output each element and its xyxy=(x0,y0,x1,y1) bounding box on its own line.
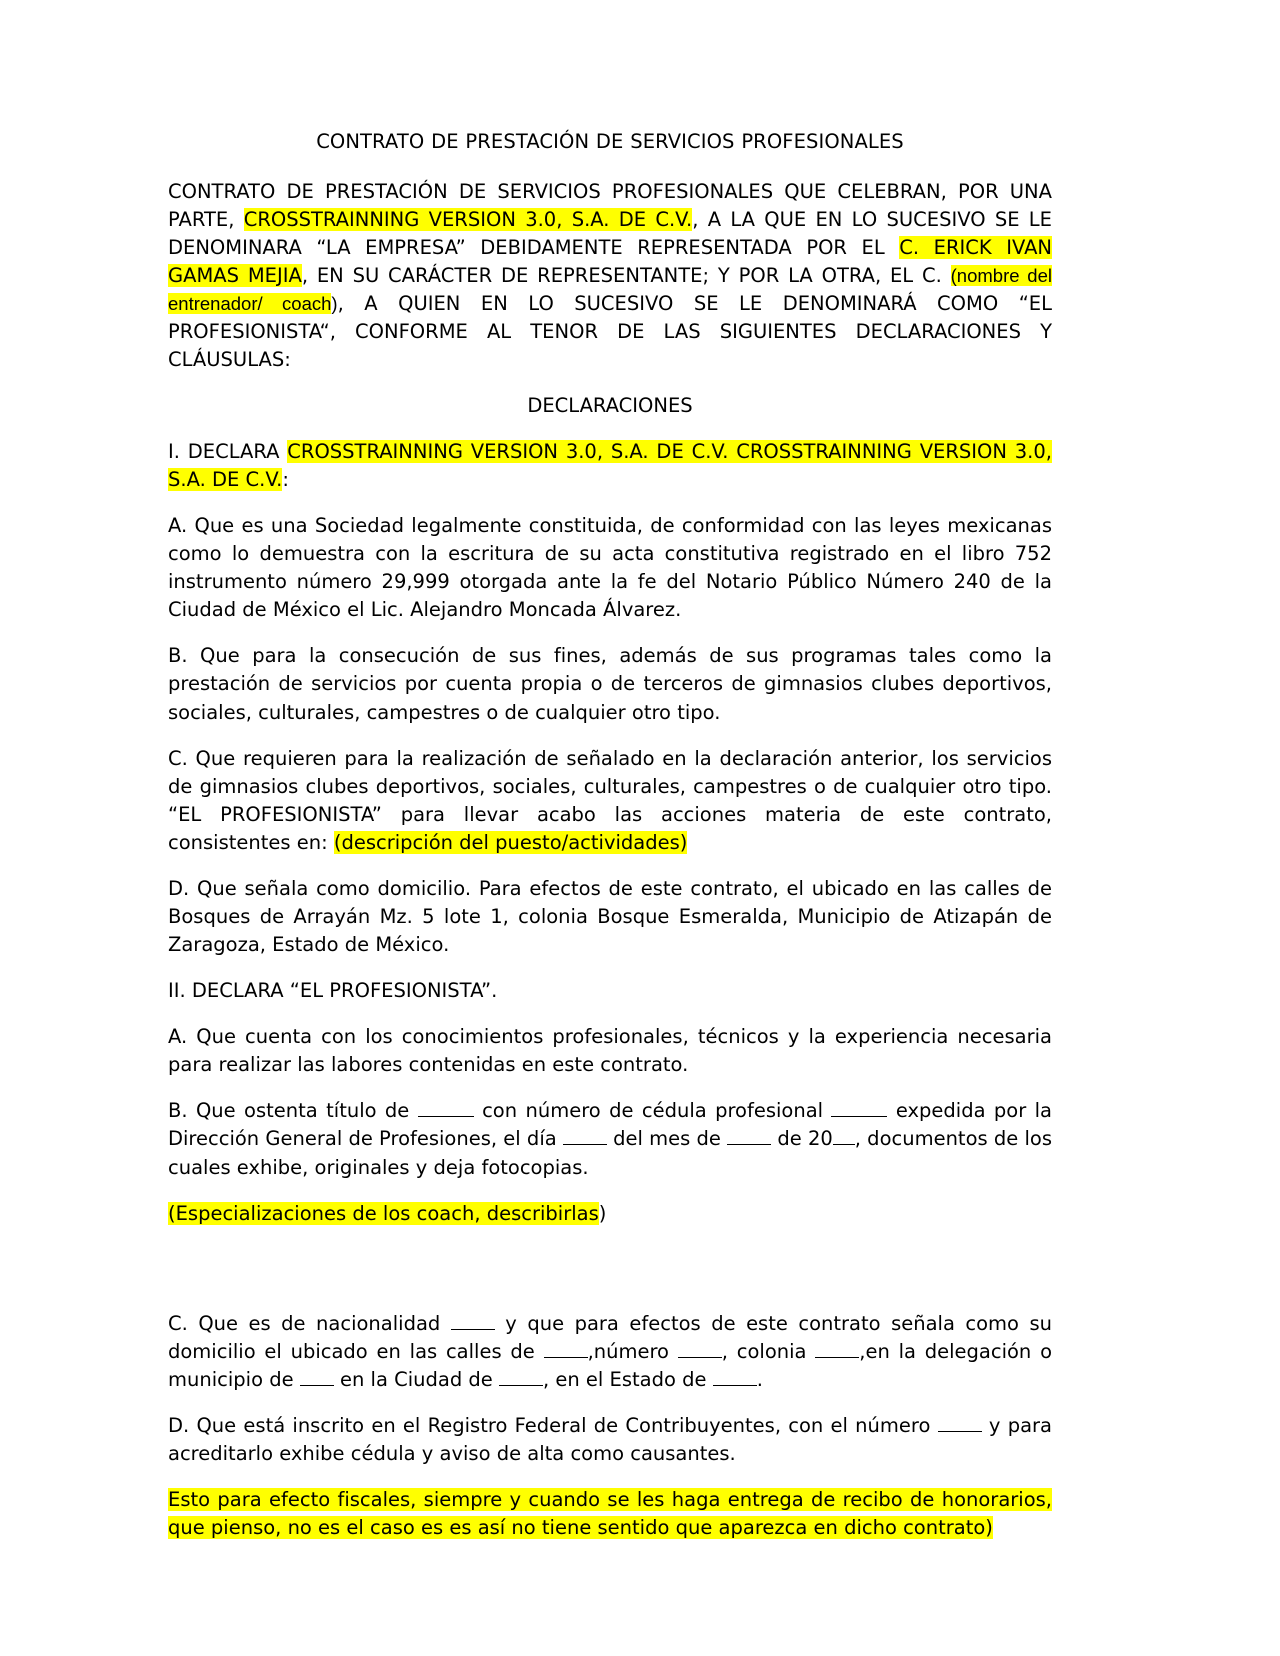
clause-I-D: D. Que señala como domicilio. Para efectos de este contrato, el ubicado en las calles de Bosques de Arrayán Mz. 5 lote 1, colonia Bosque Esmeralda, Municipio de Atizapán de Zaragoza, Estado de México. xyxy=(168,876,1052,957)
clause-II-C-s3: ,número xyxy=(587,1339,678,1363)
puesto-placeholder-highlight: (descripción del puesto/actividades) xyxy=(333,830,688,854)
clause-II-B-s5: de 20 xyxy=(771,1127,833,1151)
specializations-note xyxy=(168,1200,1052,1228)
intro-text-part-1: CONTRATO DE PRESTACIÓN DE SERVICIOS PROFESIONALES QUE CELEBRAN, POR UNA PARTE, xyxy=(168,179,1052,231)
intro-text-part-5: , A QUIEN EN LO SUCESIVO SE LE DENOMINARÁ COMO “EL PROFESIONISTA“, CONFORME AL TENOR DE LAS SIGUIENTES DECLARACIONES Y CLÁUSULAS: xyxy=(168,292,1052,372)
clause-II-A: A. Que cuenta con los conocimientos profesionales, técnicos y la experiencia necesaria para realizar las labores contenidas en este contrato. xyxy=(168,1025,1052,1077)
page-title: CONTRATO DE PRESTACIÓN DE SERVICIOS PROFESIONALES xyxy=(316,130,904,153)
clause-II-C-s2: y que para efectos de este contrato señala como su domicilio el ubicado en las calles de xyxy=(168,1311,1052,1363)
clause-II-C-s6: en la Ciudad de xyxy=(333,1367,499,1391)
clause-II-C-s5: ,en la delegación o municipio de xyxy=(168,1339,1053,1391)
titulo-blank[interactable] xyxy=(418,1116,474,1117)
representative-name-highlight: C. ERICK IVAN GAMAS MEJIA xyxy=(168,235,1052,287)
calle-blank[interactable] xyxy=(544,1357,588,1358)
rfc-blank[interactable] xyxy=(938,1431,982,1432)
company-name-highlight: CROSSTRAINNING VERSION 3.0, S.A. DE C.V. xyxy=(243,207,693,231)
intro-text-part-3: , EN SU CARÁCTER DE REPRESENTANTE; Y POR LA OTRA, EL C. xyxy=(301,263,951,287)
fiscal-note xyxy=(168,1486,1052,1542)
specializations-highlight: (Especializaciones de los coach, describirlas xyxy=(168,1201,599,1225)
municipio-blank[interactable] xyxy=(300,1385,334,1386)
clause-II-D-s1: D. Que está inscrito en el Registro Federal de Contribuyentes, con el número xyxy=(168,1413,938,1437)
clause-I-C-lead: C. Que requieren para la realización de señalado en la declaración anterior, los servicios de gimnasios clubes deportivos, sociales, culturales, campestres o de cualquier otro tipo. “EL PROFESIONISTA” para llevar acabo las acciones materia de este contrato, consistentes en: xyxy=(168,746,1052,854)
declaration-two-heading: II. DECLARA “EL PROFESIONISTA”. xyxy=(168,979,498,1003)
clause-II-B-s6: , documentos de los cuales exhibe, originales y deja fotocopias. xyxy=(168,1127,1052,1179)
clause-II-C-s1: C. Que es de nacionalidad xyxy=(168,1311,451,1335)
empty-paragraph xyxy=(168,1246,1052,1292)
clause-II-B-s4: del mes de xyxy=(606,1127,728,1151)
document-body xyxy=(168,128,1052,1560)
intro-text-part-2: , A LA QUE EN LO SUCESIVO SE LE DENOMINARA “LA EMPRESA” DEBIDAMENTE REPRESENTADA POR EL xyxy=(168,207,1052,259)
clause-II-B-s1: B. Que ostenta título de xyxy=(168,1099,418,1123)
coach-placeholder-highlight: (nombre del entrenador/ coach xyxy=(168,264,1052,314)
clause-II-C-s7: , en el Estado de xyxy=(542,1367,713,1391)
declaraciones-heading: DECLARACIONES xyxy=(527,394,693,418)
estado-blank[interactable] xyxy=(713,1385,757,1386)
clause-I-C xyxy=(168,745,1052,857)
clause-I-A: A. Que es una Sociedad legalmente constituida, de conformidad con las leyes mexicanas como lo demuestra con la escritura de su acta constitutiva registrado en el libro 752 instrumento número 29,999 otorgada ante la fe del Notario Público Número 240 de la Ciudad de México el Lic. Alejandro Moncada Álvarez. xyxy=(168,514,1052,622)
declaration-one-heading xyxy=(168,438,1052,494)
clause-II-D xyxy=(168,1412,1052,1468)
clause-II-B-s3: expedida por la Dirección General de Profesiones, el día xyxy=(168,1099,1052,1151)
intro-paragraph xyxy=(168,178,1052,375)
nacionalidad-blank[interactable] xyxy=(451,1329,495,1330)
colonia-blank[interactable] xyxy=(815,1357,859,1358)
clause-I-B: B. Que para la consecución de sus fines, además de sus programas tales como la prestación de servicios por cuenta propia o de terceros de gimnasios clubes deportivos, sociales, culturales, campestres o de cualquier otro tipo. xyxy=(168,644,1052,724)
clause-II-C-s8: . xyxy=(756,1367,763,1391)
declaration-one-lead: I. DECLARA xyxy=(168,439,288,463)
fiscal-note-highlight: Esto para efecto fiscales, siempre y cuando se les haga entrega de recibo de honorarios, que pienso, no es el caso es es así no tiene sentido que aparezca en dicho contrato) xyxy=(168,1488,1052,1540)
numero-blank[interactable] xyxy=(678,1357,722,1358)
clause-II-C-s4: , colonia xyxy=(721,1339,816,1363)
dia-blank[interactable] xyxy=(563,1144,607,1145)
mes-blank[interactable] xyxy=(727,1144,771,1145)
declaration-one-trailing: : xyxy=(282,468,289,491)
coach-placeholder-close-paren: ) xyxy=(331,293,338,314)
declaration-one-company-highlight: CROSSTRAINNING VERSION 3.0, S.A. DE C.V. CROSSTRAINNING VERSION 3.0, S.A. DE C.V. xyxy=(168,439,1052,491)
clause-II-C xyxy=(168,1310,1052,1394)
clause-II-B-s2: con número de cédula profesional xyxy=(473,1099,832,1123)
clause-II-D-s2: y para acreditarlo exhibe cédula y aviso de alta como causantes. xyxy=(168,1413,1052,1466)
clause-II-B xyxy=(168,1097,1052,1181)
specializations-close-paren: ) xyxy=(598,1201,607,1225)
cedula-blank[interactable] xyxy=(831,1116,887,1117)
ciudad-blank[interactable] xyxy=(499,1385,543,1386)
anio-blank[interactable] xyxy=(833,1144,855,1145)
